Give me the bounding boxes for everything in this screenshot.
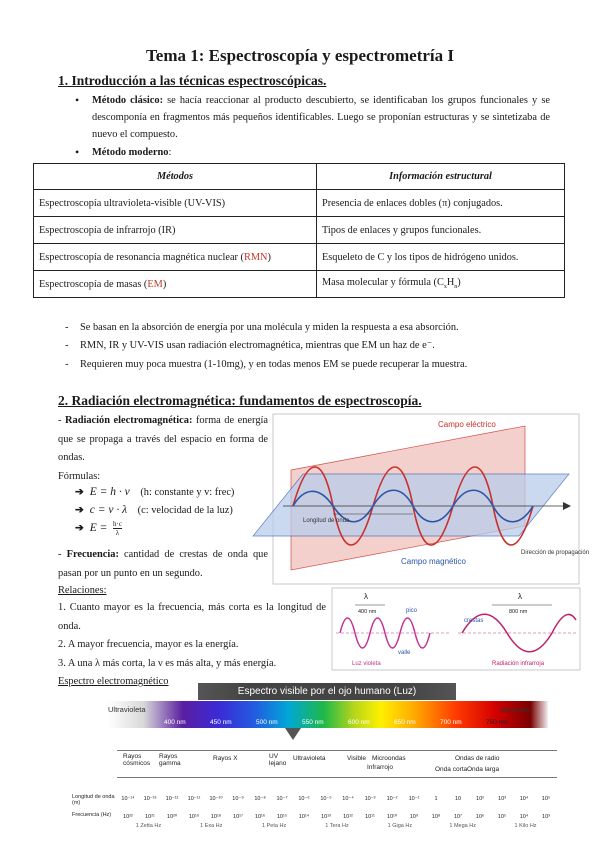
wavelength-value: 10⁻¹¹ [187, 796, 201, 802]
violet-wavelength: 400 nm [358, 609, 377, 615]
wavelength-value: 10⁻⁴ [342, 796, 354, 802]
formula-2-note: (c: velocidad de la luz) [137, 505, 233, 516]
frequency-text: cantidad de crestas de onda que pasan por un punto en un segundo. [58, 549, 268, 579]
wavelength-comparison-figure [332, 588, 580, 670]
frequency-value: 10⁶ [475, 814, 485, 820]
bullet-modern-method [92, 144, 550, 161]
wavelength-value: 10² [476, 796, 484, 802]
formulas-label: Fórmulas: [58, 471, 101, 482]
tick-500: 500 nm [256, 719, 278, 726]
frequency-value: 10¹⁵ [276, 814, 288, 820]
section-1-heading: 1. Introducción a las técnicas espectroscópicas. [58, 73, 327, 88]
formula-2: c = ν · λ [89, 504, 128, 516]
relation-2: 2. A mayor frecuencia, mayor es la energía. [58, 639, 239, 650]
valley-label: valle [398, 650, 411, 656]
frequency-value: 10¹⁹ [188, 814, 200, 820]
formula-1-note: (h: constante y v: frec) [140, 487, 235, 498]
frequency-unit: 1 Peta Hz [262, 823, 287, 829]
frequency-value: 10⁹ [409, 814, 419, 820]
modern-method-colon: : [168, 147, 172, 158]
bullet-classic-method [92, 92, 550, 143]
method-name: Espectroscopía de infrarrojo (IR) [39, 224, 176, 236]
region-far-uv: UV lejano [269, 753, 287, 767]
violet-lambda: λ [364, 592, 368, 601]
frequency-unit: 1 Mega Hz [449, 823, 476, 829]
formula-3-numerator: h·c [113, 520, 122, 528]
frequency-unit: 1 Exa Hz [200, 823, 223, 829]
page-title: Tema 1: Espectroscopía y espectrometría I [146, 46, 454, 65]
wavelength-value: 10⁻³ [364, 796, 376, 802]
magnetic-field-label: Campo magnético [401, 557, 466, 566]
visible-banner: Espectro visible por el ojo humano (Luz) [198, 683, 456, 700]
region-microwave: Microondas [372, 755, 406, 762]
method-cell [34, 271, 317, 298]
ultraviolet-label: Ultravioleta [108, 705, 146, 714]
spectrum-pointer-icon [283, 728, 303, 742]
em-radiation-text: forma de energía que se propaga a través del espacio en forma de ondas. [58, 415, 269, 464]
frequency-unit: 1 Giga Hz [387, 823, 413, 829]
methods-table [33, 163, 565, 298]
length-row-label: Longitud de onda (m) [72, 794, 115, 806]
table-row [34, 190, 565, 217]
em-scale [72, 742, 572, 842]
formula-3-denominator: λ [115, 529, 120, 537]
method-close: ) [162, 278, 167, 290]
region-cosmic: Rayos cósmicos [123, 753, 151, 767]
classic-method-text: se hacía reaccionar al producto descubierto, se identificaban los grupos funcionales y se descomponía en fragmentos más pequeños identificables. Luego se proponían estructuras y se sintetizaba de nuevo el compuesto. [92, 95, 550, 140]
region-uv: Ultravioleta [293, 755, 326, 762]
frequency-value: 10⁸ [431, 814, 441, 820]
wavelength-value: 1 [434, 796, 438, 802]
frequency-unit: 1 Tera Hz [325, 823, 349, 829]
classic-method-term: Método clásico: [92, 95, 164, 106]
region-ir: Infrarrojo [367, 764, 394, 771]
frequency-value: 10¹¹ [365, 814, 375, 820]
wavelength-value: 10⁵ [541, 796, 551, 802]
wavelength-value: 10⁻¹ [408, 796, 420, 802]
em-radiation-term: Radiación electromagnética: [65, 415, 193, 426]
table-header-methods: Métodos [34, 164, 317, 190]
frequency-row-label: Frecuencia (Hz) [72, 812, 112, 818]
note-1: - Se basan en la absorción de energía por una molécula y miden la respuesta a esa absorción. [80, 319, 459, 336]
region-gamma: Rayos gamma [159, 753, 181, 767]
table-header-row [34, 164, 565, 190]
frequency-value: 10¹⁷ [233, 814, 243, 820]
info-cell: Tipos de enlaces y grupos funcionales. [317, 217, 565, 244]
frequency-value: 10²² [123, 814, 133, 820]
ir-wavelength: 800 nm [509, 609, 528, 615]
frequency-value: 10¹⁶ [254, 814, 266, 820]
frequency-term: Frecuencia: [66, 549, 119, 560]
table-row [34, 271, 565, 298]
wavelength-label: Longitud de onda [303, 518, 350, 524]
wavelength-value: 10⁻⁶ [298, 796, 310, 802]
frequency-value: 10²⁰ [166, 814, 178, 820]
formula-3-lhs: E = [89, 521, 108, 534]
spectrum-label: Espectro electromagnético [58, 676, 169, 687]
relation-3: 3. A una λ más corta, la ν es más alta, y más energía. [58, 658, 277, 669]
ir-caption: Radiación infrarroja [492, 661, 545, 667]
region-xray: Rayos X [213, 755, 238, 762]
frequency-value: 10¹³ [321, 814, 331, 820]
wavelength-value: 10⁻¹⁰ [209, 796, 223, 802]
frequency-definition: - Frecuencia: cantidad de crestas de onda que pasan por un punto en un segundo. [58, 549, 268, 579]
frequency-value: 10¹⁸ [210, 814, 222, 820]
infrared-label: Infrarrojo [500, 705, 531, 714]
em-wave-figure [273, 414, 590, 584]
info-cell: Presencia de enlaces dobles (π) conjugados. [317, 190, 565, 217]
method-acronym: EM [147, 278, 163, 290]
method-acronym: RMN [243, 251, 268, 263]
frequency-unit: 1 Kilo Hz [514, 823, 537, 829]
method-close: ) [267, 251, 271, 263]
tick-700: 700 nm [440, 719, 462, 726]
section-2-heading: 2. Radiación electromagnética: fundamentos de espectroscopía. [58, 393, 422, 408]
tick-650: 650 nm [394, 719, 416, 726]
direction-label: Dirección de propagación [521, 550, 590, 556]
tick-400: 400 nm [164, 719, 186, 726]
wavelength-value: 10⁻² [386, 796, 398, 802]
wavelength-value: 10⁻¹² [165, 796, 179, 802]
em-spectrum-figure [108, 683, 548, 733]
frequency-value: 10¹⁰ [386, 814, 398, 820]
tick-450: 450 nm [210, 719, 232, 726]
frequency-units [117, 823, 557, 833]
note-2: - RMN, IR y UV-VIS usan radiación electromagnética, mientras que EM un haz de e⁻. [80, 337, 435, 354]
tick-600: 600 nm [348, 719, 370, 726]
region-visible: Visible [347, 755, 367, 762]
violet-caption: Luz violeta [352, 661, 381, 667]
wavelength-value: 10⁻⁷ [276, 796, 288, 802]
formula-energy-wavelength: ➔ E = $\frac{h\cdot c}{\lambda}$ [75, 520, 122, 537]
table-row [34, 244, 565, 271]
length-values [117, 796, 557, 806]
region-short-wave: Onda corta [435, 766, 468, 773]
formula-1: E = h · ν [89, 486, 130, 498]
wavelength-value: 10⁻⁹ [232, 796, 244, 802]
wavelength-value: 10³ [498, 796, 506, 802]
table-header-info: Información estructural [317, 164, 565, 190]
wavelength-value: 10⁻⁵ [320, 796, 332, 802]
wavelength-value: 10⁻¹⁴ [121, 796, 135, 802]
frequency-value: 10⁷ [453, 814, 463, 820]
frequency-value: 10⁵ [497, 814, 507, 820]
tick-750: 750 nm [486, 719, 508, 726]
wavelength-value: 10 [454, 796, 462, 802]
frequency-value: 10¹⁴ [298, 814, 310, 820]
formula-light-speed: ➔ c = ν · λ (c: velocidad de la luz) [75, 504, 233, 516]
info-cell: Masa molecular y fórmula $(C_xH_n)$ [317, 271, 565, 298]
note-3: - Requieren muy poca muestra (1-10mg), y en todas menos EM se puede recuperar la muestra. [80, 356, 467, 373]
formula-energy: ➔ E = h · ν (h: constante y v: frec) [75, 486, 235, 498]
method-cell [34, 244, 317, 271]
method-name: Espectroscopía ultravioleta-visible (UV-VIS) [39, 197, 226, 209]
ir-lambda: λ [518, 592, 522, 601]
relation-1: 1. Cuanto mayor es la frecuencia, más corta es la longitud de onda. [58, 602, 326, 632]
region-long-wave: Onda larga [467, 766, 500, 773]
wavelength-value: 10⁴ [519, 796, 529, 802]
electric-field-label: Campo eléctrico [438, 420, 496, 429]
table-row [34, 217, 565, 244]
frequency-unit: 1 Zetta Hz [135, 823, 162, 829]
frequency-value: 10²¹ [145, 814, 155, 820]
em-radiation-definition: - Radiación electromagnética: forma de energía que se propaga a través del espacio en forma de ondas. [58, 415, 269, 464]
regions-bar [117, 750, 557, 778]
method-cell [34, 190, 317, 217]
crest-label: crestas [464, 618, 484, 624]
modern-method-term: Método moderno [92, 147, 169, 158]
peak-label: pico [406, 608, 418, 614]
relations-label: Relaciones: [58, 585, 107, 596]
wavelength-value: 10⁻⁸ [254, 796, 266, 802]
frequency-value: 10⁴ [519, 814, 529, 820]
method-name: Espectroscopía de masas ( [39, 278, 148, 290]
method-cell [34, 217, 317, 244]
method-name: Espectroscopía de resonancia magnética nuclear ( [39, 251, 244, 263]
region-radio: Ondas de radio [455, 755, 500, 762]
info-cell: Esqueleto de C y los tipos de hidrógeno unidos. [317, 244, 565, 271]
frequency-value: 10¹² [343, 814, 353, 820]
wavelength-value: 10⁻¹³ [143, 796, 157, 802]
frequency-value: 10³ [542, 814, 550, 820]
tick-550: 550 nm [302, 719, 324, 726]
